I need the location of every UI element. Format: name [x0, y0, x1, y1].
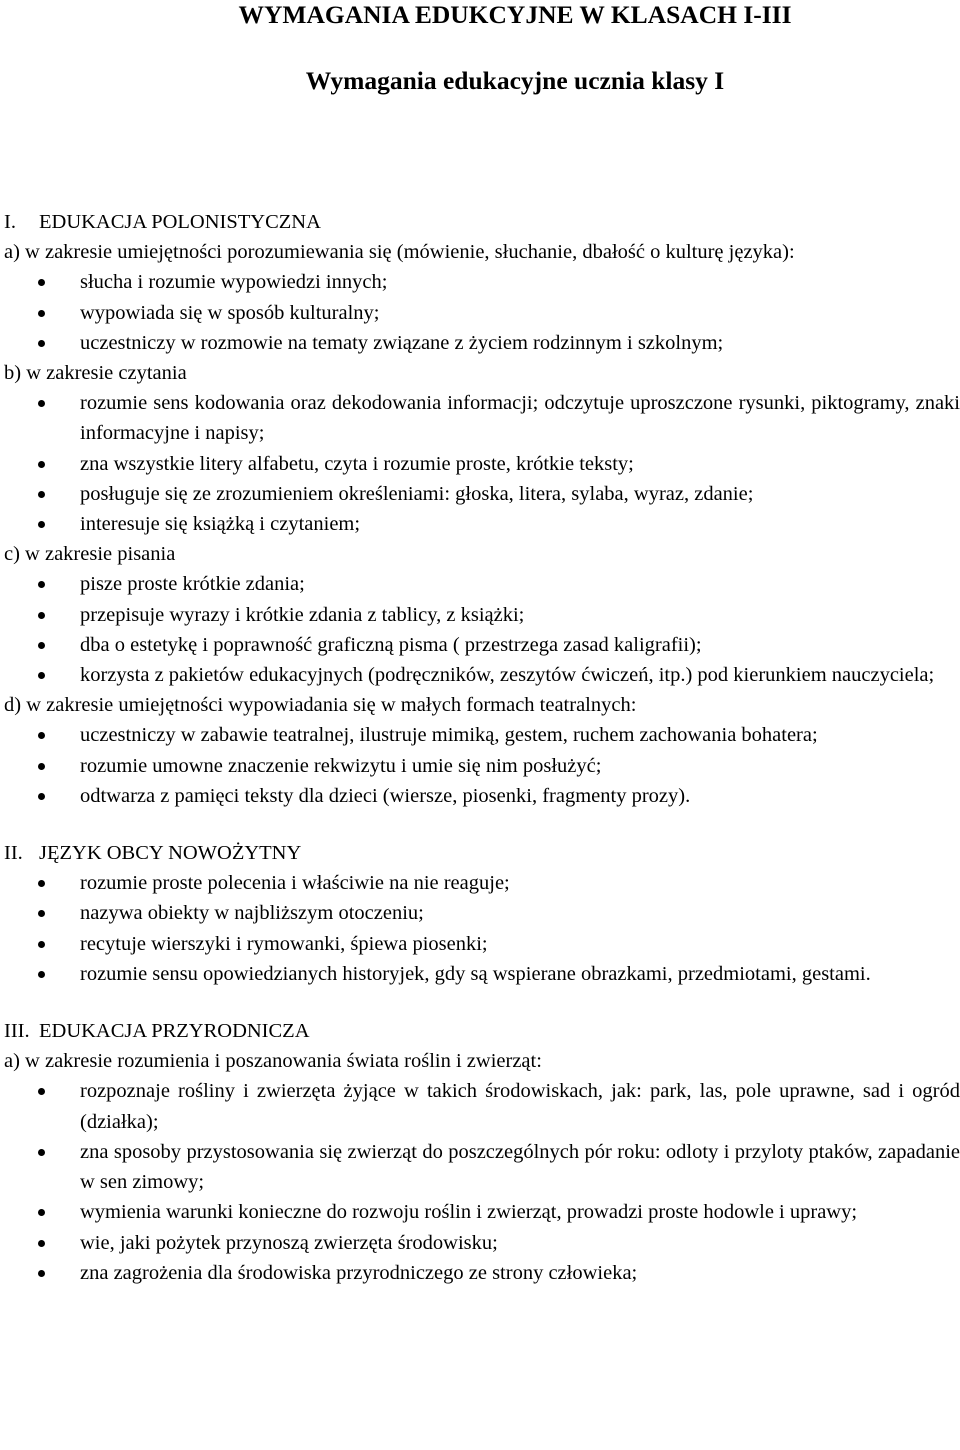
list-item	[4, 267, 960, 297]
bullet-icon	[38, 279, 45, 286]
bullet-icon	[38, 793, 45, 800]
list-item	[4, 600, 960, 630]
bullet-icon	[38, 461, 45, 468]
list-item-text: dba o estetykę i poprawność graficzną pisma ( przestrzega zasad kaligrafii);	[80, 633, 702, 656]
section-title: EDUKACJA POLONISTYCZNA	[39, 211, 321, 233]
bullet-icon	[38, 910, 45, 917]
bullet-icon	[38, 1240, 45, 1247]
list-item	[4, 328, 960, 358]
list-item-text: słucha i rozumie wypowiedzi innych;	[80, 271, 388, 294]
bullet-icon	[38, 310, 45, 317]
bullet-icon	[38, 1209, 45, 1216]
subsection-heading: c) w zakresie pisania	[4, 543, 176, 566]
bullet-icon	[38, 521, 45, 528]
bullet-icon	[38, 880, 45, 887]
subsection-heading: a) w zakresie umiejętności porozumiewania się (mówienie, słuchanie, dbałość o kulturę języka):	[4, 241, 795, 264]
list-item-text: wymienia warunki konieczne do rozwoju roślin i zwierząt, prowadzi proste hodowle i uprawy;	[80, 1201, 858, 1224]
section	[4, 838, 960, 989]
subsection-heading: d) w zakresie umiejętności wypowiadania się w małych formach teatralnych:	[4, 694, 637, 717]
list-item	[4, 569, 960, 599]
bullet-icon	[38, 400, 45, 407]
subsection-heading: b) w zakresie czytania	[4, 362, 187, 385]
section-gap	[4, 811, 960, 838]
bullet-icon	[38, 672, 45, 679]
list-item	[4, 1076, 960, 1136]
list-item	[4, 781, 960, 811]
bullet-icon	[38, 971, 45, 978]
bullet-icon	[38, 1149, 45, 1156]
list-item-text: rozumie sensu opowiedzianych historyjek, gdy są wspierane obrazkami, przedmiotami, gestami.	[80, 962, 871, 985]
section-number: I.	[4, 211, 16, 233]
list-item-text: posługuje się ze zrozumieniem określeniami: głoska, litera, sylaba, wyraz, zdanie;	[80, 482, 754, 505]
list-item-text: interesuje się książką i czytaniem;	[80, 513, 361, 536]
section-title: JĘZYK OBCY NOWOŻYTNY	[39, 842, 302, 865]
bullet-icon	[38, 763, 45, 770]
list-item	[4, 720, 960, 750]
list-item-text: korzysta z pakietów edukacyjnych (podręczników, zeszytów ćwiczeń, itp.) pod kierunkiem nauczyciela;	[80, 664, 935, 687]
list-item-text: pisze proste krótkie zdania;	[80, 573, 305, 596]
section-heading	[4, 838, 960, 868]
list-item	[4, 1228, 960, 1258]
list-item	[4, 868, 960, 898]
bullet-icon	[38, 340, 45, 347]
list-item-text: rozumie proste polecenia i właściwie na nie reaguje;	[80, 872, 510, 895]
list-item-text: recytuje wierszyki i rymowanki, śpiewa piosenki;	[80, 932, 488, 955]
bullet-list	[4, 720, 960, 811]
list-item	[4, 660, 960, 690]
section-number: II.	[4, 842, 23, 865]
section-number: III.	[4, 1020, 30, 1043]
list-item-text: wie, jaki pożytek przynoszą zwierzęta środowisku;	[80, 1231, 498, 1254]
list-item	[4, 898, 960, 928]
bullet-list	[4, 569, 960, 690]
list-item-text: wypowiada się w sposób kulturalny;	[80, 301, 380, 324]
list-item	[4, 630, 960, 660]
list-item	[4, 388, 960, 448]
list-item-text: rozpoznaje rośliny i zwierzęta żyjące w takich środowiskach, jak: park, las, pole uprawne, sad i ogród (działka);	[80, 1080, 960, 1133]
list-item	[4, 509, 960, 539]
list-item	[4, 751, 960, 781]
list-item-text: przepisuje wyrazy i krótkie zdania z tablicy, z książki;	[80, 603, 525, 626]
list-item-text: zna sposoby przystosowania się zwierząt do poszczególnych pór roku: odloty i przyloty ptaków, zapadanie w sen zimowy;	[80, 1140, 960, 1194]
section	[4, 1016, 960, 1288]
subsection-heading: a) w zakresie rozumienia i poszanowania świata roślin i zwierząt:	[4, 1050, 542, 1073]
section	[4, 207, 960, 811]
section-heading	[4, 207, 960, 237]
list-item-text: rozumie umowne znaczenie rekwizytu i umie się nim posłużyć;	[80, 754, 602, 777]
bullet-icon	[38, 642, 45, 649]
list-item-text: zna wszystkie litery alfabetu, czyta i rozumie proste, krótkie teksty;	[80, 452, 634, 475]
bullet-icon	[38, 1270, 45, 1277]
bullet-icon	[38, 1088, 45, 1095]
section-heading	[4, 1016, 960, 1046]
list-item	[4, 1197, 960, 1227]
bullet-icon	[38, 941, 45, 948]
list-item	[4, 1258, 960, 1288]
list-item-text: uczestniczy w rozmowie na tematy związane z życiem rodzinnym i szkolnym;	[80, 331, 724, 354]
list-item-text: uczestniczy w zabawie teatralnej, ilustruje mimiką, gestem, ruchem zachowania bohatera;	[80, 724, 818, 747]
list-item	[4, 449, 960, 479]
bullet-icon	[38, 581, 45, 588]
list-item-text: nazywa obiekty w najbliższym otoczeniu;	[80, 902, 424, 925]
section-title: EDUKACJA PRZYRODNICZA	[39, 1020, 310, 1043]
document-title: WYMAGANIA EDUKCYJNE W KLASACH I-III	[238, 0, 792, 29]
section-gap	[4, 989, 960, 1016]
list-item-text: odtwarza z pamięci teksty dla dzieci (wiersze, piosenki, fragmenty prozy).	[80, 784, 691, 807]
list-item	[4, 929, 960, 959]
bullet-icon	[38, 491, 45, 498]
bullet-list	[4, 267, 960, 358]
bullet-icon	[38, 612, 45, 619]
list-item-text: rozumie sens kodowania oraz dekodowania informacji; odczytuje uproszczone rysunki, piktogramy, znaki informacyjne i napisy;	[80, 392, 960, 445]
bullet-list	[4, 388, 960, 539]
list-item	[4, 959, 960, 989]
list-item	[4, 1137, 960, 1197]
document-content	[4, 207, 960, 1288]
list-item-text: zna zagrożenia dla środowiska przyrodniczego ze strony człowieka;	[80, 1261, 638, 1284]
bullet-list	[4, 868, 960, 989]
list-item	[4, 298, 960, 328]
bullet-list	[4, 1076, 960, 1287]
document-subtitle: Wymagania edukacyjne ucznia klasy I	[305, 66, 725, 95]
list-item	[4, 479, 960, 509]
bullet-icon	[38, 732, 45, 739]
